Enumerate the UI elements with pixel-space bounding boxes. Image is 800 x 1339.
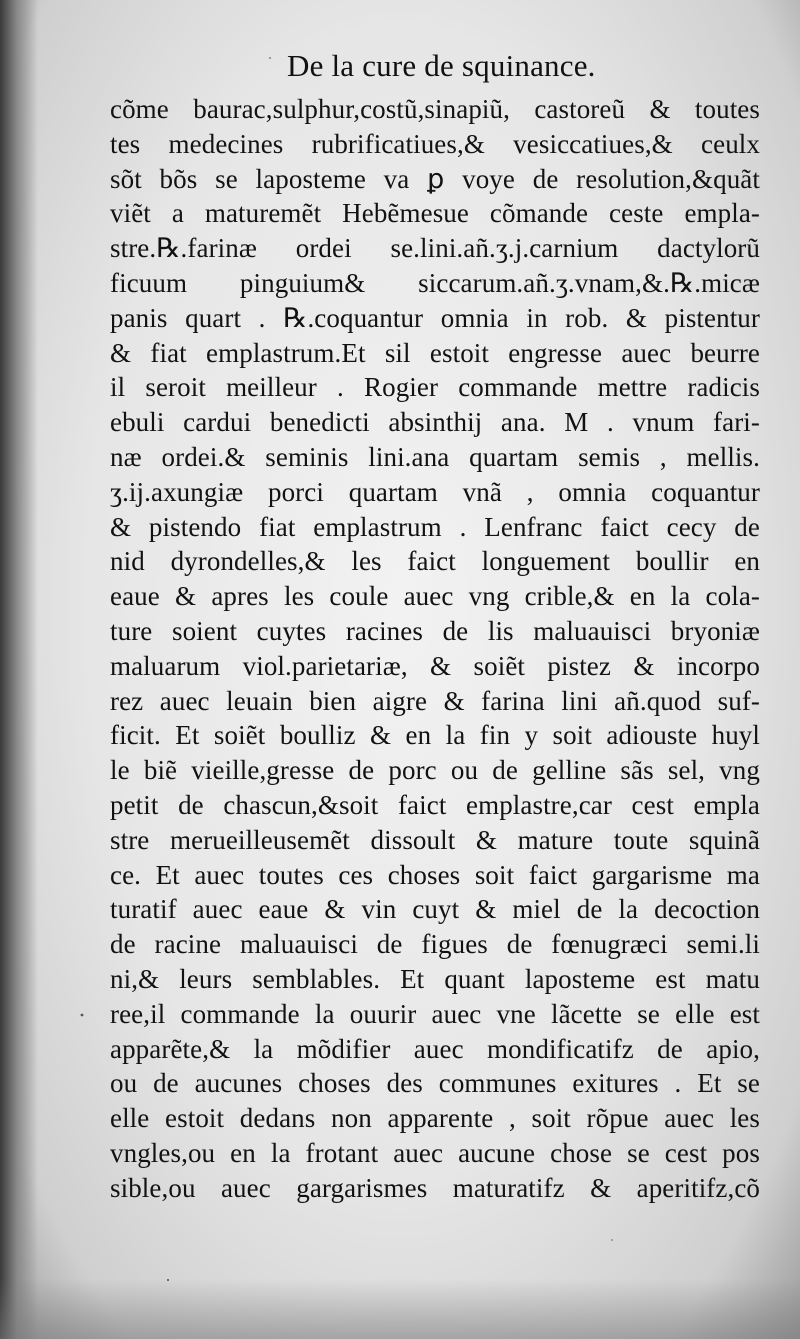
text-line: le biẽ vieille,gresse de porc ou de gelline sãs sel, vng (110, 755, 760, 786)
text-line: vngles,ou en la frotant auec aucune chose se cest pos (110, 1137, 760, 1168)
text-line: petit de chascun,&soit faict emplastre,car cest empla (110, 789, 760, 820)
text-line: & fiat emplastrum.Et sil estoit engresse auec beurre (110, 337, 760, 368)
text-line: rez auec leuain bien aigre & farina lini añ.quod suf- (110, 685, 760, 716)
running-head: De la cure de squinance. (287, 48, 596, 83)
text-line: elle estoit dedans non apparente , soit rõpue auec les (110, 1103, 760, 1134)
text-line: nid dyrondelles,& les faict longuement boullir en (110, 546, 760, 577)
text-line: ni,& leurs semblables. Et quant laposteme est matu (110, 963, 760, 994)
text-line: cõme baurac,sulphur,costũ,sinapiũ, castoreũ & toutes (110, 94, 760, 124)
text-line: & pistendo fiat emplastrum . Lenfranc faict cecy de (110, 511, 760, 542)
text-line: stre.℞.farinæ ordei se.lini.añ.ʒ.j.carnium dactylorũ (110, 233, 760, 264)
text-line: ebuli cardui benedicti absinthij ana. M . vnum fari- (110, 407, 760, 438)
text-line: turatif auec eaue & vin cuyt & miel de la decoction (110, 894, 760, 925)
text-line: sible,ou auec gargarismes maturatifz & aperitifz,cõ (110, 1172, 760, 1203)
text-line: panis quart . ℞.coquantur omnia in rob. & pistentur (110, 302, 760, 333)
text-line: de racine maluauisci de figues de fœnugræci semi.li (110, 929, 760, 960)
text-line: ʒ.ij.axungiæ porci quartam vnã , omnia coquantur (110, 476, 760, 507)
text-line: viẽt a maturemẽt Hebẽmesue cõmande ceste empla- (110, 198, 760, 229)
text-line: sõt bõs se laposteme va ꝑ voye de resolution,&quãt (110, 163, 760, 194)
text-line: ficit. Et soiẽt boulliz & en la fin y soit adiouste huyl (110, 720, 760, 751)
text-line: ou de aucunes choses des communes exitures . Et se (110, 1068, 760, 1099)
text-line: il seroit meilleur . Rogier commande mettre radicis (110, 372, 760, 403)
gutter-shadow (0, 0, 38, 1339)
page-edge-shadow (0, 1279, 800, 1339)
text-line: ree,il commande la ouurir auec vne lãcette se elle est (110, 998, 760, 1029)
text-line: ce. Et auec toutes ces choses soit faict gargarisme ma (110, 859, 760, 890)
text-line: stre merueilleusemẽt dissoult & mature toute squinã (110, 824, 760, 855)
text-line: ture soient cuytes racines de lis maluauisci bryoniæ (110, 615, 760, 646)
body-text (110, 92, 760, 1206)
text-line: tes medecines rubrificatiues,& vesiccatiues,& ceulx (110, 128, 760, 159)
text-line: maluarum viol.parietariæ, & soiẽt pistez & incorpo (110, 650, 760, 681)
text-line: eaue & apres les coule auec vng crible,& en la cola- (110, 581, 760, 612)
text-line: apparẽte,& la mõdifier auec mondificatifz de apio, (110, 1033, 760, 1064)
text-line: ficuum pinguium& siccarum.añ.ʒ.vnam,&.℞.micæ (110, 267, 760, 298)
text-line: næ ordei.& seminis lini.ana quartam semis , mellis. (110, 441, 760, 472)
